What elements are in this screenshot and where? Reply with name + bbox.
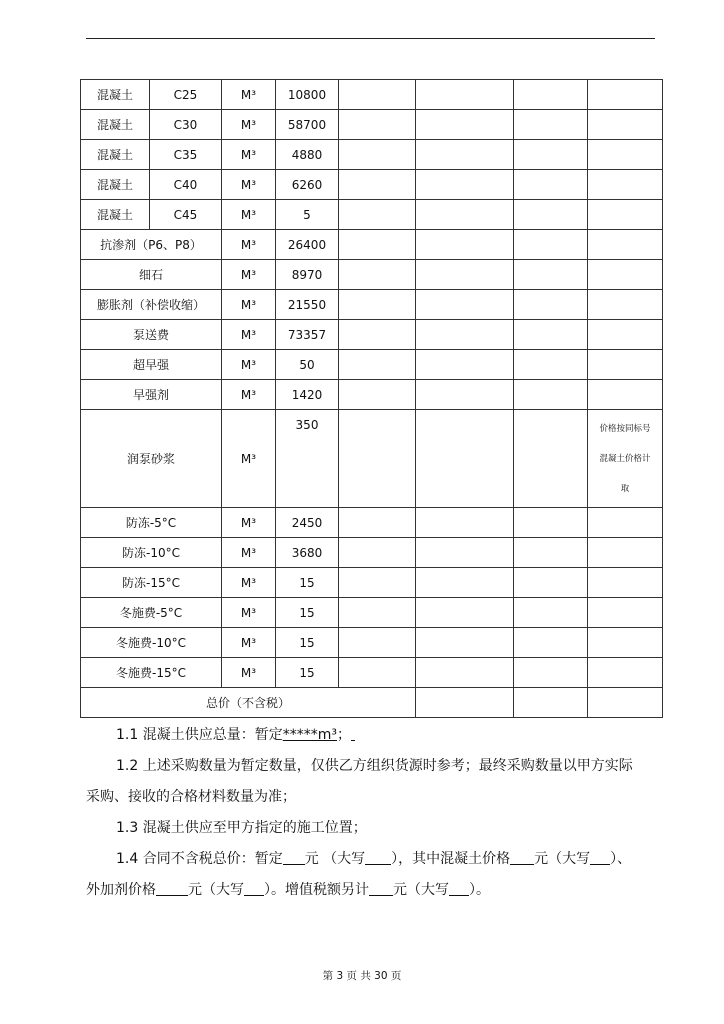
empty-cell xyxy=(416,200,514,230)
empty-cell xyxy=(416,508,514,538)
material-name: 泵送费 xyxy=(81,320,222,350)
unit: M³ xyxy=(222,110,276,140)
empty-cell xyxy=(514,260,588,290)
empty-cell xyxy=(588,290,663,320)
empty-cell xyxy=(416,350,514,380)
empty-cell xyxy=(588,508,663,538)
grade: C45 xyxy=(150,200,222,230)
empty-cell xyxy=(588,80,663,110)
material-name: 冬施费-10°C xyxy=(81,628,222,658)
empty-cell xyxy=(588,140,663,170)
material-name: 超早强 xyxy=(81,350,222,380)
contract-clauses xyxy=(86,720,658,906)
clause-text: ），其中混凝土价格 xyxy=(391,851,511,867)
table-row xyxy=(81,320,663,350)
grade: C30 xyxy=(150,110,222,140)
quantity: 5 xyxy=(276,200,339,230)
empty-cell xyxy=(339,568,416,598)
blank-line xyxy=(351,725,355,741)
quantity: 8970 xyxy=(276,260,339,290)
table-row xyxy=(81,230,663,260)
empty-cell xyxy=(514,628,588,658)
unit: M³ xyxy=(222,80,276,110)
empty-cell xyxy=(339,658,416,688)
empty-cell xyxy=(514,230,588,260)
empty-cell xyxy=(514,598,588,628)
empty-cell xyxy=(514,410,588,508)
empty-cell xyxy=(514,80,588,110)
empty-cell xyxy=(588,598,663,628)
clause-text: 外加剂价格 xyxy=(86,882,156,898)
quantity: 1420 xyxy=(276,380,339,410)
grade: C35 xyxy=(150,140,222,170)
remark-line: 混凝土价格计 xyxy=(599,453,651,464)
table-row xyxy=(81,80,663,110)
empty-cell xyxy=(514,200,588,230)
table-row xyxy=(81,380,663,410)
empty-cell xyxy=(416,628,514,658)
empty-cell xyxy=(416,290,514,320)
empty-cell xyxy=(588,200,663,230)
table-row xyxy=(81,290,663,320)
clause-text: 1.1 混凝土供应总量：暂定 xyxy=(116,727,283,743)
quantity: 350 xyxy=(276,410,339,508)
empty-cell xyxy=(339,598,416,628)
empty-cell xyxy=(339,628,416,658)
unit: M³ xyxy=(222,260,276,290)
table-row xyxy=(81,538,663,568)
material-name: 混凝土 xyxy=(81,110,150,140)
empty-cell xyxy=(416,320,514,350)
clause-1-4-continued xyxy=(86,875,658,906)
clause-1-4 xyxy=(86,844,658,875)
empty-cell xyxy=(588,350,663,380)
empty-cell xyxy=(416,598,514,628)
table-row xyxy=(81,658,663,688)
empty-cell xyxy=(416,80,514,110)
empty-cell xyxy=(339,170,416,200)
material-name: 混凝土 xyxy=(81,200,150,230)
clause-1-1 xyxy=(86,720,658,751)
table-row xyxy=(81,350,663,380)
remark-line: 取 xyxy=(620,483,630,494)
total-label: 总价（不含税） xyxy=(81,688,416,718)
unit: M³ xyxy=(222,628,276,658)
empty-cell xyxy=(416,380,514,410)
clause-text: 1.3 混凝土供应至甲方指定的施工位置； xyxy=(116,820,367,836)
clause-text: 元（大写 xyxy=(534,851,591,867)
empty-cell xyxy=(339,320,416,350)
table-row xyxy=(81,508,663,538)
empty-cell xyxy=(514,170,588,200)
unit: M³ xyxy=(222,290,276,320)
empty-cell xyxy=(339,200,416,230)
table-row xyxy=(81,140,663,170)
empty-cell xyxy=(588,170,663,200)
empty-cell xyxy=(416,658,514,688)
empty-cell xyxy=(416,230,514,260)
empty-cell xyxy=(514,290,588,320)
empty-cell xyxy=(514,658,588,688)
empty-cell xyxy=(514,688,588,718)
quantity: 21550 xyxy=(276,290,339,320)
material-name: 混凝土 xyxy=(81,140,150,170)
blank-line xyxy=(510,849,534,865)
blank-line xyxy=(369,880,393,896)
unit: M³ xyxy=(222,200,276,230)
material-name: 膨胀剂（补偿收缩） xyxy=(81,290,222,320)
blank-line xyxy=(156,880,188,896)
quantity: 2450 xyxy=(276,508,339,538)
table-row xyxy=(81,598,663,628)
quantity-table xyxy=(80,79,663,718)
empty-cell xyxy=(339,410,416,508)
quantity: 15 xyxy=(276,568,339,598)
unit: M³ xyxy=(222,598,276,628)
blank-line xyxy=(590,849,610,865)
quantity: 3680 xyxy=(276,538,339,568)
material-name: 防冻-15°C xyxy=(81,568,222,598)
clause-1-2 xyxy=(86,751,658,782)
material-name: 抗渗剂（P6、P8） xyxy=(81,230,222,260)
clause-1-3 xyxy=(86,813,658,844)
table-row xyxy=(81,170,663,200)
empty-cell xyxy=(588,538,663,568)
empty-cell xyxy=(588,688,663,718)
empty-cell xyxy=(416,538,514,568)
blank-line xyxy=(449,880,469,896)
empty-cell xyxy=(416,688,514,718)
page-footer: 第 3 页 共 30 页 xyxy=(322,970,402,982)
quantity: 10800 xyxy=(276,80,339,110)
quantity: 58700 xyxy=(276,110,339,140)
material-name: 早强剂 xyxy=(81,380,222,410)
empty-cell xyxy=(416,110,514,140)
table-row xyxy=(81,568,663,598)
empty-cell xyxy=(339,538,416,568)
clause-text: 元 （大写 xyxy=(304,851,366,867)
quantity: 73357 xyxy=(276,320,339,350)
table-row xyxy=(81,200,663,230)
empty-cell xyxy=(588,230,663,260)
clause-1-2-continued xyxy=(86,782,658,813)
empty-cell xyxy=(339,140,416,170)
remark-line: 价格按同标号 xyxy=(599,423,651,434)
empty-cell xyxy=(588,380,663,410)
quantity: 15 xyxy=(276,598,339,628)
empty-cell xyxy=(416,140,514,170)
unit: M³ xyxy=(222,230,276,260)
unit: M³ xyxy=(222,568,276,598)
empty-cell xyxy=(339,290,416,320)
empty-cell xyxy=(514,380,588,410)
unit: M³ xyxy=(222,538,276,568)
total-volume-field: *****m³ xyxy=(282,727,337,743)
clause-text: ）、 xyxy=(610,851,632,867)
empty-cell xyxy=(339,80,416,110)
empty-cell xyxy=(416,410,514,508)
unit: M³ xyxy=(222,658,276,688)
empty-cell xyxy=(416,568,514,598)
grade: C25 xyxy=(150,80,222,110)
quantity: 26400 xyxy=(276,230,339,260)
total-row xyxy=(81,688,663,718)
empty-cell xyxy=(514,538,588,568)
empty-cell xyxy=(339,230,416,260)
clause-text: ； xyxy=(336,727,351,743)
table-row xyxy=(81,260,663,290)
blank-line xyxy=(244,880,264,896)
blank-line xyxy=(283,849,305,865)
quantity: 50 xyxy=(276,350,339,380)
empty-cell xyxy=(588,658,663,688)
empty-cell xyxy=(339,110,416,140)
empty-cell xyxy=(339,508,416,538)
empty-cell xyxy=(588,260,663,290)
material-name: 混凝土 xyxy=(81,80,150,110)
material-name: 冬施费-5°C xyxy=(81,598,222,628)
clause-text: 元（大写 xyxy=(188,882,244,898)
empty-cell xyxy=(339,260,416,290)
empty-cell xyxy=(588,110,663,140)
empty-cell xyxy=(514,508,588,538)
grade: C40 xyxy=(150,170,222,200)
clause-text: 1.4 合同不含税总价：暂定 xyxy=(116,851,283,867)
unit: M³ xyxy=(222,140,276,170)
empty-cell xyxy=(514,350,588,380)
empty-cell xyxy=(588,628,663,658)
empty-cell xyxy=(339,380,416,410)
blank-line xyxy=(365,849,391,865)
unit: M³ xyxy=(222,350,276,380)
empty-cell xyxy=(514,140,588,170)
clause-text: ）。 xyxy=(469,882,490,898)
header-rule xyxy=(86,38,655,39)
clause-text: ）。增值税额另计 xyxy=(264,882,369,898)
material-name: 防冻-5°C xyxy=(81,508,222,538)
empty-cell xyxy=(588,320,663,350)
table-row xyxy=(81,628,663,658)
clause-text: 元（大写 xyxy=(393,882,449,898)
remark-cell xyxy=(588,410,663,508)
table-row xyxy=(81,410,663,508)
unit: M³ xyxy=(222,410,276,508)
quantity: 4880 xyxy=(276,140,339,170)
material-name: 混凝土 xyxy=(81,170,150,200)
empty-cell xyxy=(514,320,588,350)
empty-cell xyxy=(514,110,588,140)
empty-cell xyxy=(514,568,588,598)
unit: M³ xyxy=(222,380,276,410)
material-name: 润泵砂浆 xyxy=(81,410,222,508)
empty-cell xyxy=(339,350,416,380)
quantity: 15 xyxy=(276,628,339,658)
material-name: 冬施费-15°C xyxy=(81,658,222,688)
unit: M³ xyxy=(222,320,276,350)
empty-cell xyxy=(416,170,514,200)
clause-text: 采购、接收的合格材料数量为准； xyxy=(86,789,296,805)
table-row xyxy=(81,110,663,140)
unit: M³ xyxy=(222,170,276,200)
empty-cell xyxy=(588,568,663,598)
material-name: 细石 xyxy=(81,260,222,290)
empty-cell xyxy=(416,260,514,290)
material-name: 防冻-10°C xyxy=(81,538,222,568)
clause-text: 1.2 上述采购数量为暂定数量，仅供乙方组织货源时参考；最终采购数量以甲方实际 xyxy=(116,758,633,774)
unit: M³ xyxy=(222,508,276,538)
quantity: 6260 xyxy=(276,170,339,200)
quantity: 15 xyxy=(276,658,339,688)
